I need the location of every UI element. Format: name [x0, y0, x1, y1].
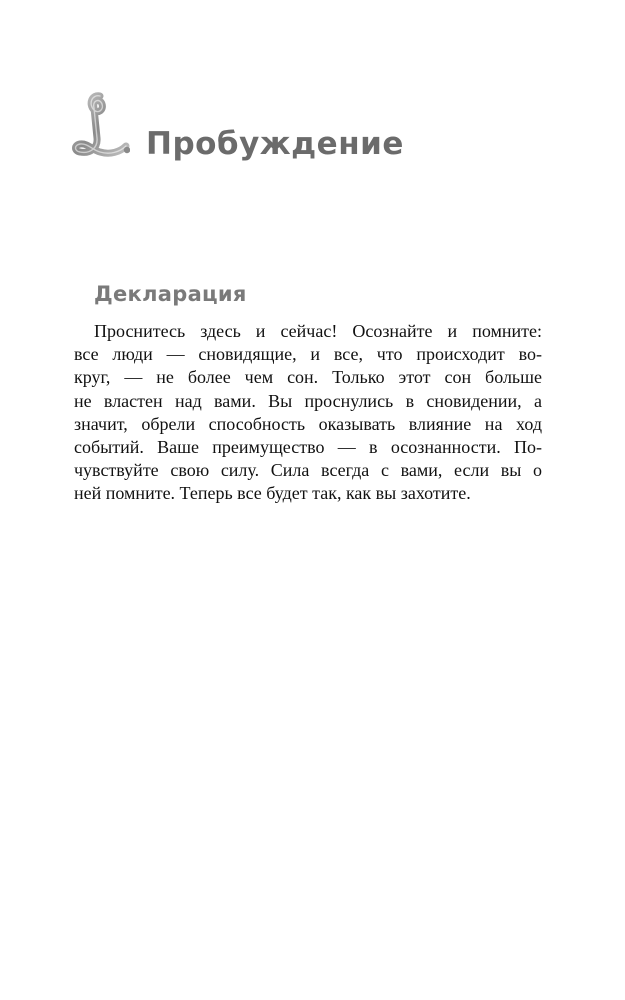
- paragraph-line: круг, — не более чем сон. Только этот сон больше: [74, 367, 542, 388]
- paragraph-line: Проснитесь здесь и сейчас! Осознайте и помните:: [94, 321, 542, 341]
- paragraph-line: чувствуйте свою силу. Сила всегда с вами, если вы о: [74, 460, 542, 481]
- paragraph-line: все люди — сновидящие, и все, что происходит во-: [74, 344, 542, 365]
- chapter-title: Пробуждение: [146, 126, 404, 162]
- paragraph-line: значит, обрели способность оказывать влияние на ход: [74, 413, 542, 434]
- paragraph-line: ней помните. Теперь все будет так, как вы захотите.: [74, 483, 471, 504]
- chapter-number-glyph: [70, 88, 130, 166]
- chapter-heading: [70, 88, 570, 168]
- section-title: Декларация: [94, 282, 247, 306]
- paragraph-line: событий. Ваше преимущество — в осознанности. По-: [74, 437, 542, 458]
- paragraph-line: не властен над вами. Вы проснулись в сновидении, а: [74, 390, 542, 411]
- paragraph: [74, 320, 542, 506]
